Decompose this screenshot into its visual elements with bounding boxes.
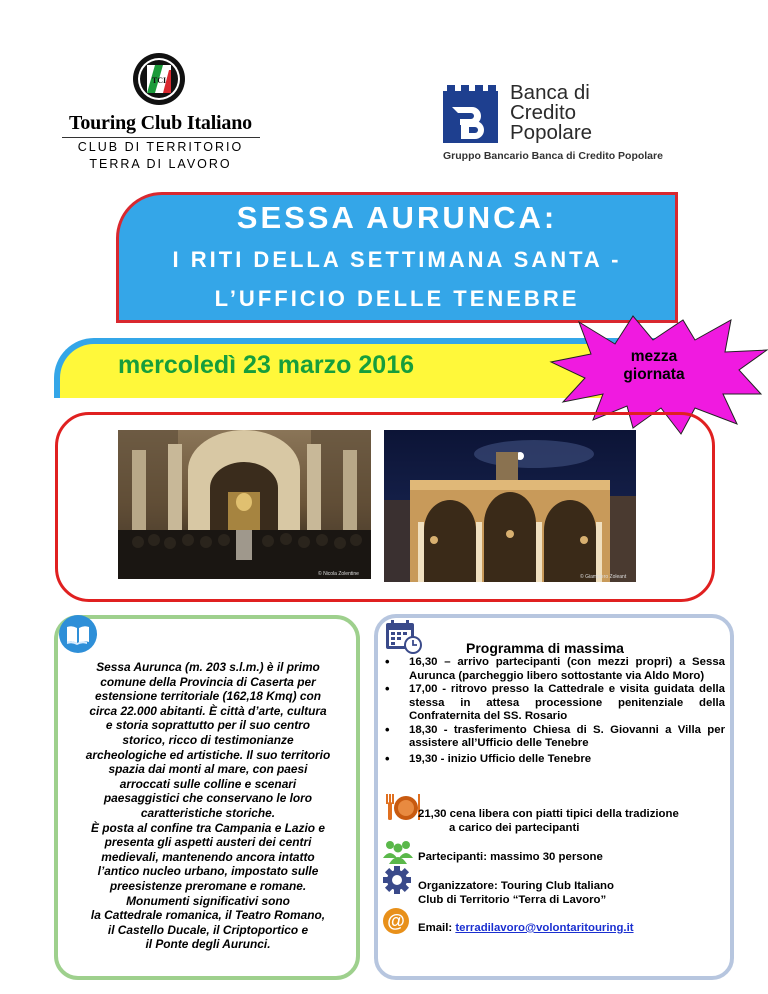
church-night-photo: [384, 430, 636, 582]
info-line: Sessa Aurunca (m. 203 s.l.m.) è il primo: [96, 660, 320, 674]
tci-name: Touring Club Italiano: [69, 112, 252, 134]
book-icon: [58, 614, 98, 654]
info-line: paesaggistici che conservano le loro: [103, 791, 313, 806]
email-row: Email: terradilavoro@volontaritouring.it: [418, 922, 634, 934]
event-date: mercoledì 23 marzo 2016: [118, 351, 414, 379]
info-line: preesistenze preromane e romane.: [109, 878, 307, 893]
info-line: il Castello Ducale, il Criptoportico e: [107, 922, 309, 937]
info-line: l’antico nucleo urbano, impostato sulle: [97, 864, 319, 879]
info-line: archeologiche ed artistiche. Il suo territorio: [85, 747, 331, 762]
svg-text:@: @: [387, 911, 405, 931]
bank-name-line: Popolare: [510, 121, 593, 144]
bank-logo-mark: [443, 85, 498, 143]
program-item: • 16,30 – arrivo partecipanti (con mezzi propri) a Sessa Aurunca (parcheggio libero sottostante via Aldo Moro): [385, 656, 725, 683]
info-line: circa 22.000 abitanti. È città d’arte, cultura: [89, 703, 327, 718]
program-item: • 19,30 - inizio Ufficio delle Tenebre: [385, 753, 725, 767]
program-item: • 17,00 - ritrovo presso la Cattedrale e visita guidata della stessa in attesa processione penitenziale della Confraternita del SS. Rosario: [385, 683, 725, 724]
calendar-clock-icon: [384, 618, 424, 656]
info-line: presenta gli aspetti austeri dei centri: [104, 835, 312, 850]
info-line: Monumenti significativi sono: [126, 893, 290, 908]
bank-name-line: Banca di: [510, 81, 590, 104]
cathedral-interior-photo: [118, 430, 371, 579]
photo-credit-2: © Giampiero Zoleant: [580, 574, 627, 580]
tci-territory-line: TERRA DI LAVORO: [89, 157, 232, 171]
email-link[interactable]: terradilavoro@volontaritouring.it: [455, 922, 634, 934]
organizer-line-1: Organizzatore: Touring Club Italiano: [418, 880, 614, 892]
people-icon: [382, 838, 414, 864]
tci-emblem-text: TCI: [151, 76, 167, 85]
photo-credit-1: © Nicola Zolentine: [318, 571, 359, 577]
participants-info: Partecipanti: massimo 30 persone: [418, 851, 603, 863]
info-line: la Cattedrale romanica, il Teatro Romano,: [90, 908, 326, 923]
badge-line: giornata: [623, 366, 685, 383]
info-line: spazia dai monti al mare, con paesi: [108, 762, 308, 777]
info-paragraph-1: [60, 660, 356, 952]
tci-club-line: CLUB DI TERRITORIO: [77, 140, 244, 154]
bank-name: [510, 83, 592, 143]
organizer-line-2: Club di Territorio “Terra di Lavoro”: [418, 894, 607, 906]
program-item: • 18,30 - trasferimento Chiesa di S. Giovanni a Villa per assistere all’Ufficio delle Tenebre: [385, 724, 725, 751]
at-sign-icon: [382, 907, 410, 935]
tci-divider: [62, 137, 260, 138]
gear-icon: [383, 866, 411, 894]
bank-name-line: Credito: [510, 101, 577, 124]
tci-emblem-logo: [132, 52, 186, 106]
program-title: Programma di massima: [466, 640, 624, 656]
info-line: estensione territoriale (162,18 Kmq) con: [95, 689, 321, 704]
event-subtitle-line2: L’UFFICIO DELLE TENEBRE: [214, 286, 580, 311]
email-label: Email: [418, 922, 449, 934]
info-line: storico, ricco di testimonianze: [122, 732, 294, 747]
dinner-plate-icon: [384, 792, 420, 822]
info-line: È posta al confine tra Campania e Lazio e: [91, 820, 325, 835]
dinner-line-2: a carico dei partecipanti: [449, 822, 580, 834]
dinner-line-1: 21,30 cena libera con piatti tipici della tradizione: [418, 808, 679, 820]
half-day-badge: [606, 348, 702, 384]
info-line: arroccati sulle colline e scenari: [119, 776, 297, 791]
info-line: il Ponte degli Aurunci.: [145, 937, 271, 952]
info-line: e storia soprattutto per il suo centro: [105, 718, 311, 733]
info-line: caratteristiche storiche.: [140, 805, 276, 820]
bank-group: Gruppo Bancario Banca di Credito Popolare: [443, 150, 663, 162]
program-list: [385, 656, 725, 766]
event-title: SESSA AURUNCA:: [236, 200, 558, 235]
badge-line: mezza: [630, 348, 678, 365]
info-line: medievali, mantenendo ancora intatto: [101, 849, 315, 864]
event-subtitle-line1: I RITI DELLA SETTIMANA SANTA -: [172, 247, 622, 272]
info-line: comune della Provincia di Caserta per: [100, 674, 316, 689]
